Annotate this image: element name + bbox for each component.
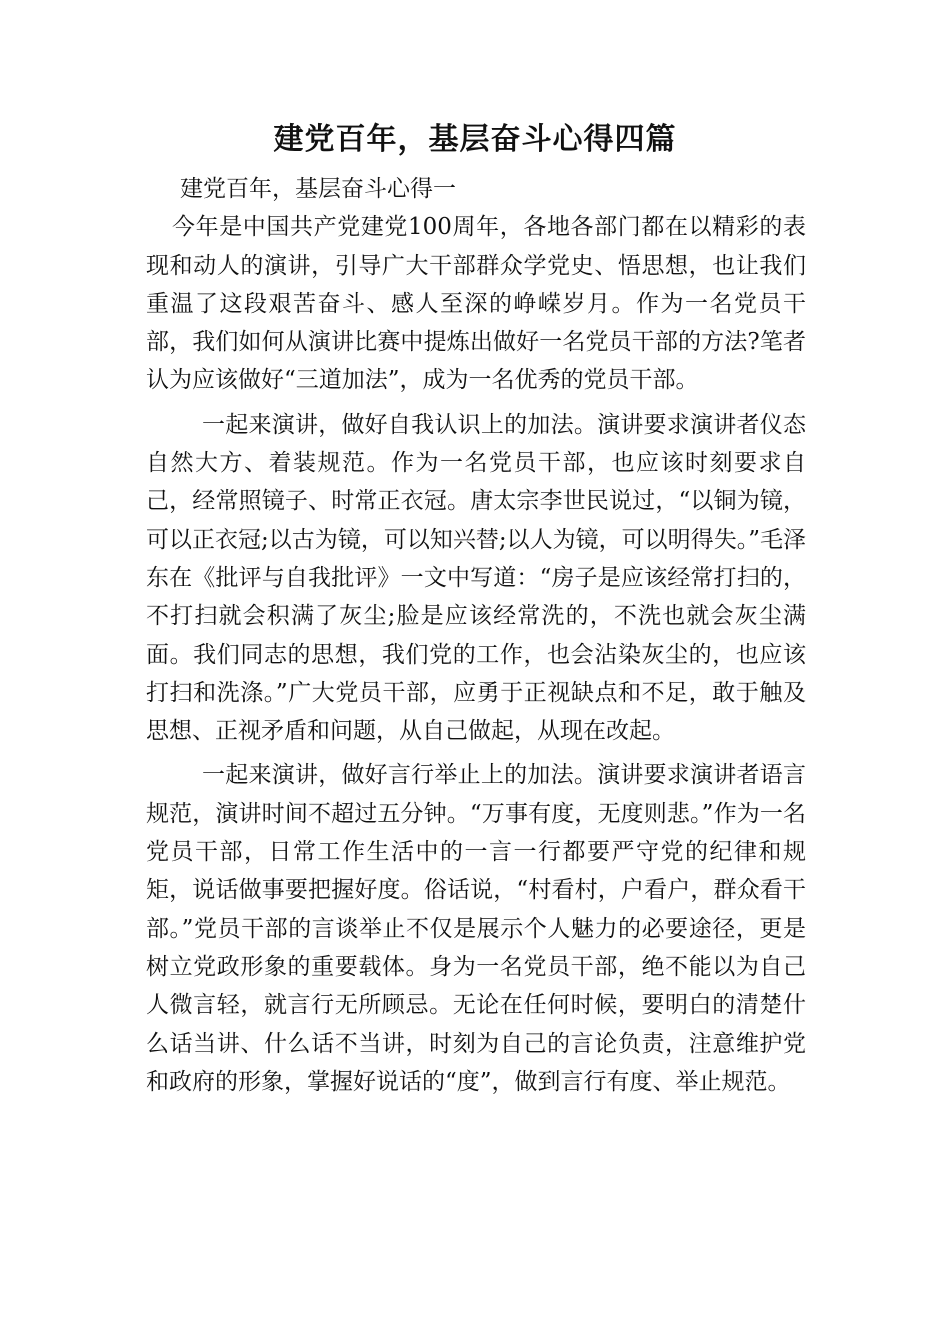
document-body [146, 170, 806, 1101]
paragraph-intro: 今年是中国共产党建党100周年，各地各部门都在以精彩的表现和动人的演讲，引导广大干部群众学党史、悟思想，也让我们重温了这段艰苦奋斗、感人至深的峥嵘岁月。作为一名党员干部，我们如何从演讲比赛中提炼出做好一名党员干部的方法?笔者认为应该做好“三道加法”，成为一名优秀的党员干部。 [146, 214, 806, 394]
paragraph-conduct: 一起来演讲，做好言行举止上的加法。演讲要求演讲者语言规范，演讲时间不超过五分钟。“万事有度，无度则悲。”作为一名党员干部，日常工作生活中的一言一行都要严守党的纪律和规矩，说话做事要把握好度。俗话说，“村看村，户看户，群众看干部。”党员干部的言谈举止不仅是展示个人魅力的必要途径，更是树立党政形象的重要载体。身为一名党员干部，绝不能以为自己人微言轻，就言行无所顾忌。无论在任何时候，要明白的清楚什么话当讲、什么话不当讲，时刻为自己的言论负责，注意维护党和政府的形象，掌握好说话的“度”，做到言行有度、举止规范。 [146, 762, 806, 1095]
section-subtitle: 建党百年，基层奋斗心得一 [180, 176, 456, 202]
paragraph-self-awareness: 一起来演讲，做好自我认识上的加法。演讲要求演讲者仪态自然大方、着装规范。作为一名党员干部，也应该时刻要求自己，经常照镜子、时常正衣冠。唐太宗李世民说过，“以铜为镜，可以正衣冠;以古为镜，可以知兴替;以人为镜，可以明得失。”毛泽东在《批评与自我批评》一文中写道：“房子是应该经常打扫的，不打扫就会积满了灰尘;脸是应该经常洗的，不洗也就会灰尘满面。我们同志的思想，我们党的工作，也会沾染灰尘的，也应该打扫和洗涤。”广大党员干部，应勇于正视缺点和不足，敢于触及思想、正视矛盾和问题，从自己做起，从现在改起。 [146, 411, 806, 745]
document-title: 建党百年，基层奋斗心得四篇 [273, 122, 677, 157]
